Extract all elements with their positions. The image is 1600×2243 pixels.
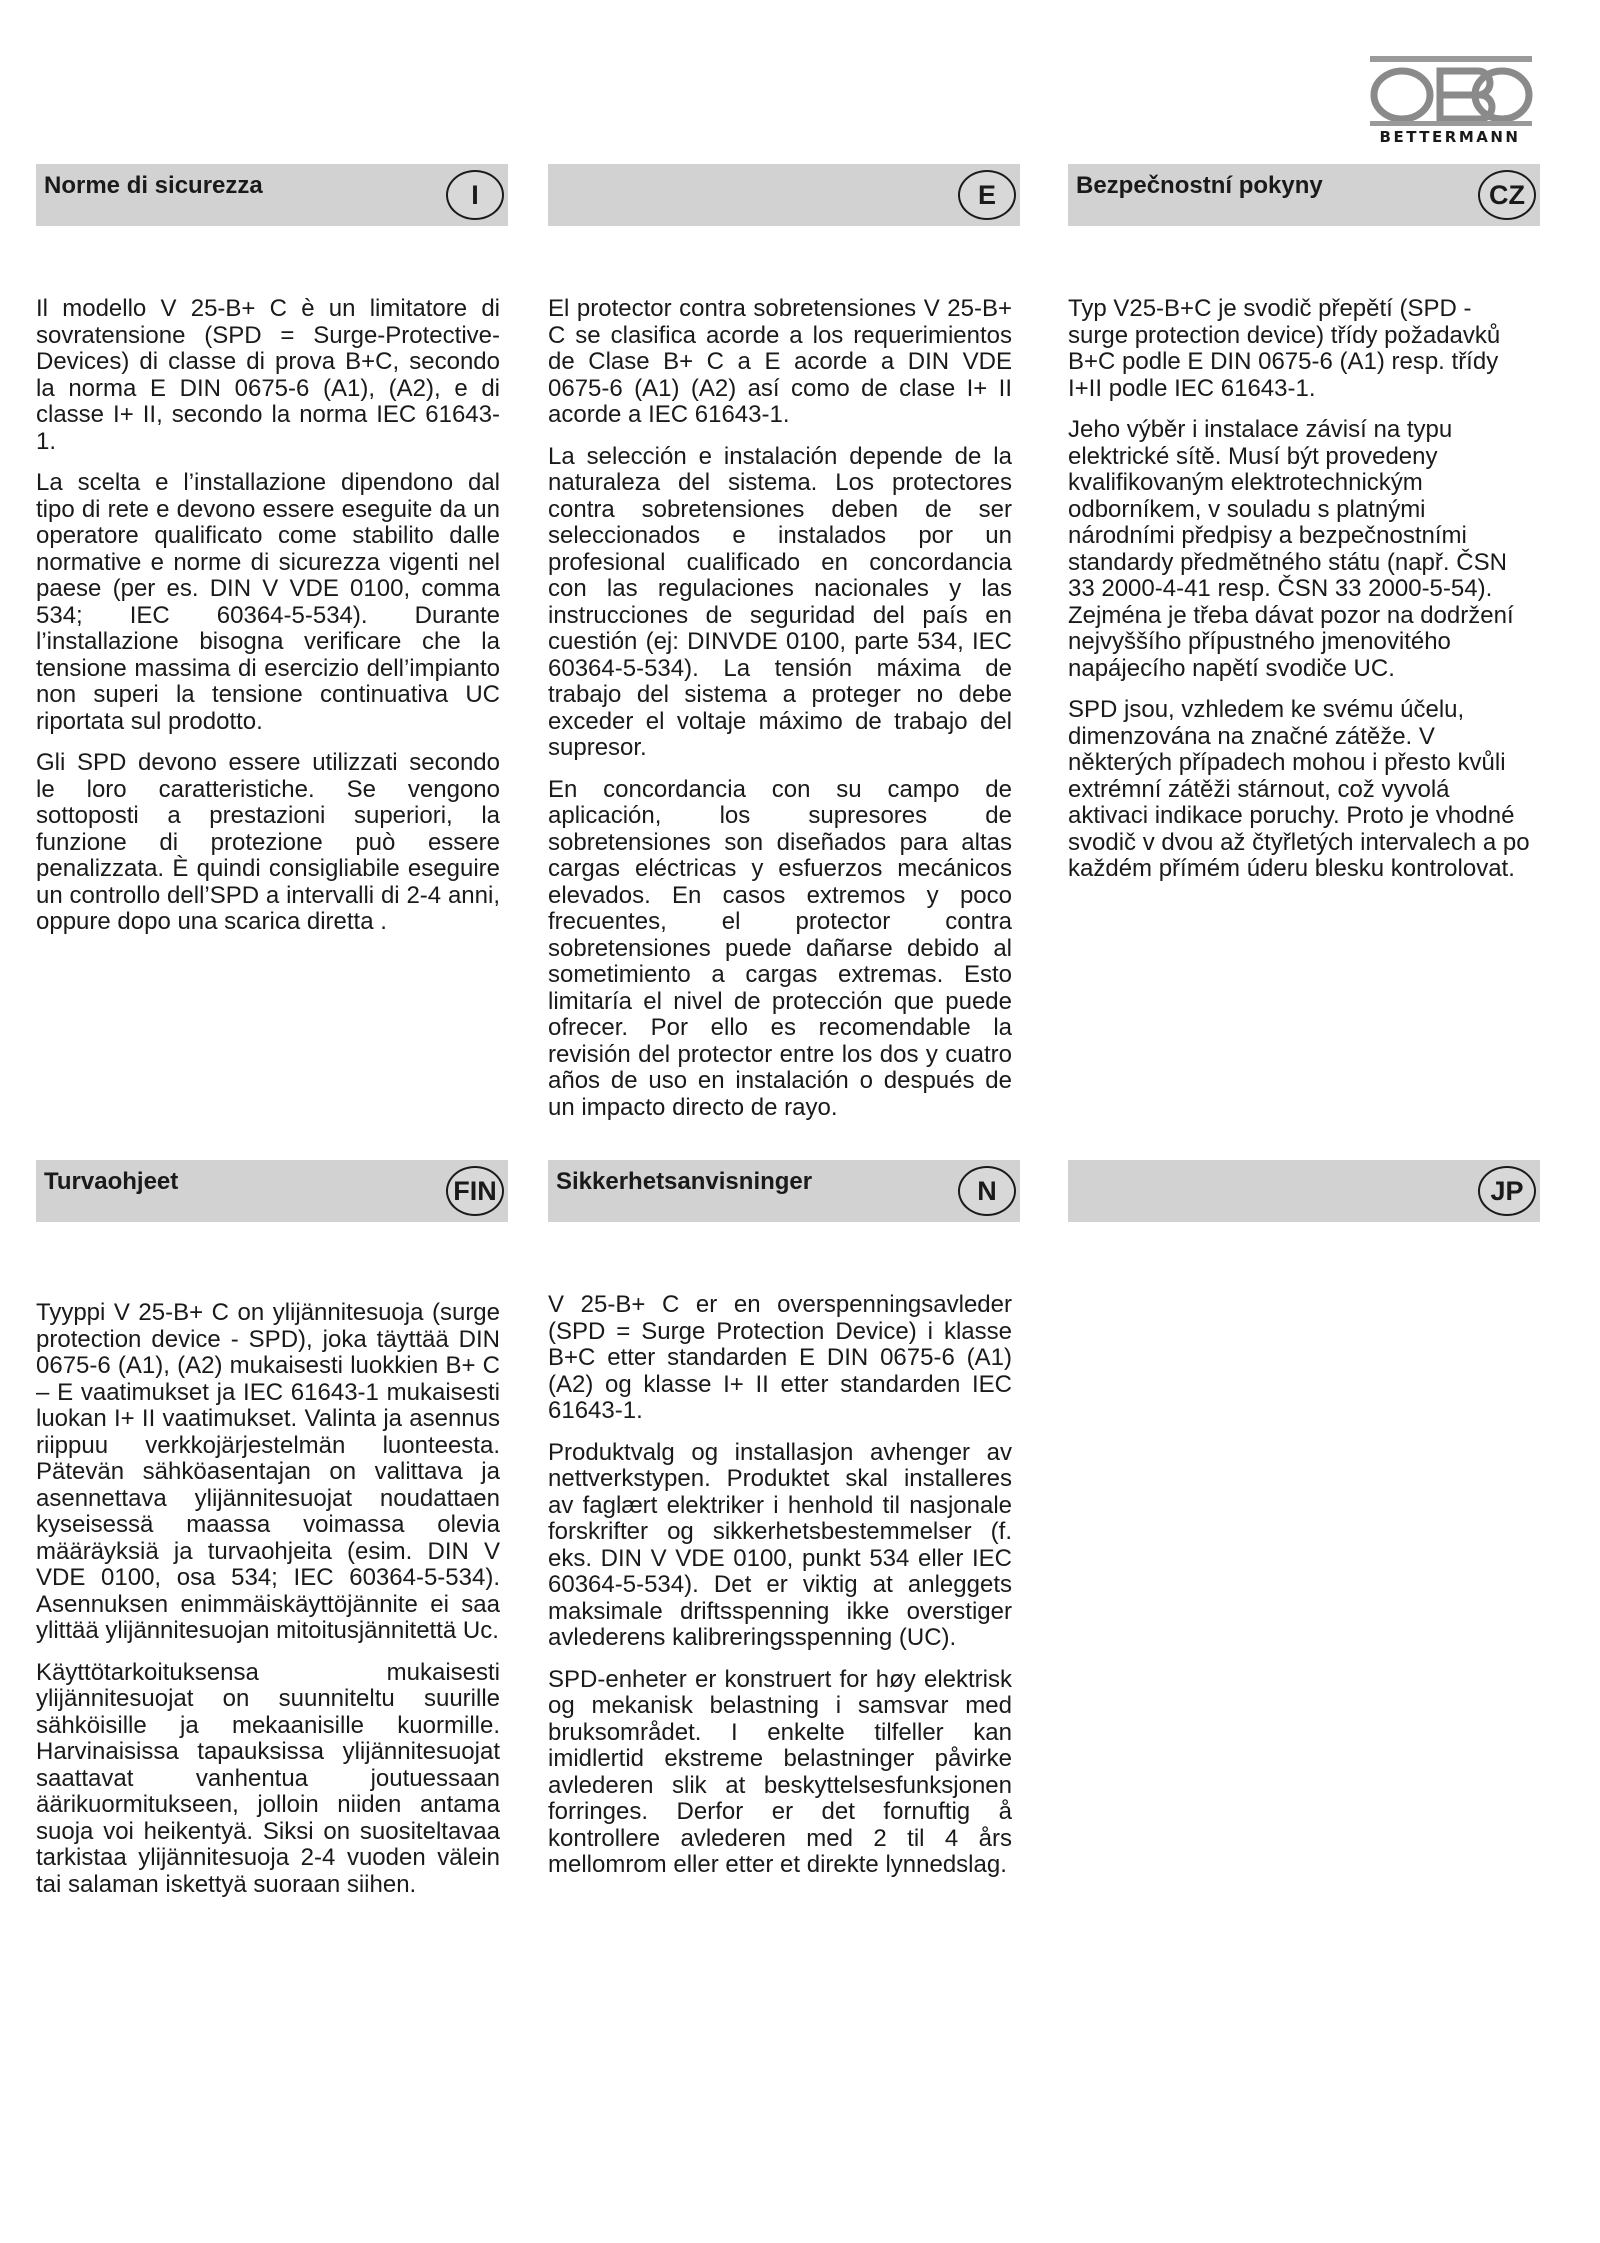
section-header <box>36 1160 508 1222</box>
language-badge: CZ <box>1478 170 1536 220</box>
section-title: Norme di sicurezza <box>44 172 263 199</box>
section-title: Turvaohjeet <box>44 1168 179 1195</box>
paragraph: La scelta e l’installazione dipendono dal tipo di rete e devono essere eseguite da un operatore qualificato come stabilito dalle normative e norme di sicurezza vigenti nel paese (per es. DIN V VDE 0100, comma 534; IEC 60364-5-534). Durante l’installazione bisogna verificare che la tensione massima di esercizio dell’impianto non superi la tensione continuativa UC riportata sul prodotto. <box>36 469 500 735</box>
section-header <box>548 164 1020 226</box>
section-norwegian <box>548 1160 1020 1894</box>
section-italian <box>36 164 508 951</box>
language-badge: FIN <box>446 1166 504 1216</box>
paragraph: SPD-enheter er konstruert for høy elektrisk og mekanisk belastning i samsvar med bruksområdet. I enkelte tilfeller kan imidlertid ekstreme belastninger påvirke avlederen slik at beskyttelsesfunksjonen forringes. Derfor er det fornuftig å kontrollere avlederen med 2 til 4 års mellomrom eller etter et direkte lynnedslag. <box>548 1665 1012 1878</box>
section-body <box>36 296 508 936</box>
paragraph: Produktvalg og installasjon avhenger av nettverkstypen. Produktet skal installeres av faglært elektriker i henhold til nasjonale forskrifter og sikkerhetsbestemmelser (f. eks. DIN V VDE 0100, punkt 534 eller IEC 60364-5-534). Det er viktig at anleggets maksimale driftsspenning ikke overstiger avlederens kalibreringsspenning (UC). <box>548 1438 1012 1651</box>
language-badge: N <box>958 1166 1016 1216</box>
paragraph: V 25-B+ C er en overspenningsavleder (SPD = Surge Protection Device) i klasse B+C etter standarden E DIN 0675-6 (A1) (A2) og klasse I+ II etter standarden IEC 61643-1. <box>548 1291 1012 1424</box>
paragraph: Gli SPD devono essere utilizzati secondo le loro caratteristiche. Se vengono sottoposti a prestazioni superiori, la funzione di protezione può essere penalizzata. È quindi consigliabile eseguire un controllo dell’SPD a intervalli di 2-4 anni, oppure dopo una scarica diretta . <box>36 749 500 935</box>
section-body <box>36 1300 508 1898</box>
paragraph: El protector contra sobretensiones V 25-B+ C se clasifica acorde a los requerimientos de Clase B+ C a E acorde a DIN VDE 0675-6 (A1) (A2) así como de clase I+ II acorde a IEC 61643-1. <box>548 296 1012 428</box>
language-badge: JP <box>1478 1166 1536 1216</box>
logo-subbrand: BETTERMANN <box>1379 128 1521 146</box>
section-body <box>1068 296 1540 883</box>
section-czech <box>1068 164 1540 898</box>
paragraph: SPD jsou, vzhledem ke svému účelu, dimenzována na značné zátěže. V některých případech mohou i přesto kvůli extrémní zátěži stárnout, což vyvolá aktivaci indikace poruchy. Proto je vhodné svodič v dvou až čtyřletých intervalech a po každém přímém úderu blesku kontrolovat. <box>1068 696 1530 882</box>
paragraph: Il modello V 25-B+ C è un limitatore di sovratensione (SPD = Surge-Protective-Devices) di classe di prova B+C, secondo la norma E DIN 0675-6 (A1), (A2), e di classe I+ II, secondo la norma IEC 61643-1. <box>36 295 500 455</box>
section-finnish <box>36 1160 508 1913</box>
section-title: Bezpečnostní pokyny <box>1076 172 1323 199</box>
section-japanese <box>1068 1160 1540 1222</box>
language-badge: I <box>446 170 504 220</box>
section-header <box>36 164 508 226</box>
paragraph: Typ V25-B+C je svodič přepětí (SPD - surge protection device) třídy požadavků B+C podle E DIN 0675-6 (A1) resp. třídy I+II podle IEC 61643-1. <box>1068 295 1501 402</box>
section-title: Sikkerhetsanvisninger <box>556 1168 813 1195</box>
section-body <box>548 1292 1020 1879</box>
language-badge: E <box>958 170 1016 220</box>
paragraph: En concordancia con su campo de aplicación, los supresores de sobretensiones son diseñados para altas cargas eléctricas y esfuerzos mecánicos elevados. En casos extremos y poco frecuentes, el protector contra sobretensiones puede dañarse debido al sometimiento a cargas extremas. Esto limitaría el nivel de protección que puede ofrecer. Por ello es recomendable la revisión del protector entre los dos y cuatro años de uso en instalación o después de un impacto directo de rayo. <box>548 775 1012 1121</box>
section-header <box>548 1160 1020 1222</box>
paragraph: La selección e instalación depende de la naturaleza del sistema. Los protectores contra sobretensiones deben de ser seleccionados e instalados por un profesional cualificado en concordancia con las regulaciones nacionales y las instrucciones de seguridad del país en cuestión (ej: DINVDE 0100, parte 534, IEC 60364-5-534). La tensión máxima de trabajo del sistema a proteger no debe exceder el voltaje máximo de trabajo del supresor. <box>548 442 1012 761</box>
section-spanish <box>548 164 1020 1220</box>
paragraph: Tyyppi V 25-B+ C on ylijännitesuoja (surge protection device - SPD), joka täyttää DIN 0675-6 (A1), (A2) mukaisesti luokkien B+ C – E vaatimukset ja IEC 61643-1 mukaisesti luokan I+ II vaatimukset. Valinta ja asennus riippuu verkkojärjestelmän luonteesta. Pätevän sähköasentajan on valittava ja asennettava ylijännitesuojat noudattaen kyseisessä maassa voimassa olevia määräyksiä ja turvaohjeita (esim. DIN V VDE 0100, osa 534; IEC 60364-5-534). Asennuksen enimmäiskäyttöjännite ei saa ylittää ylijännitesuojan mitoitusjännitettä Uc. <box>36 1299 500 1644</box>
paragraph: Jeho výběr i instalace závisí na typu elektrické sítě. Musí být provedeny kvalifikovaným elektrotechnickým odborníkem, v souladu s platnými národními předpisy a bezpečnostními standardy předmětného státu (např. ČSN 33 2000-4-41 resp. ČSN 33 2000-5-54). Zejména je třeba dávat pozor na dodržení nejvyššího přípustného jmenovitého napájecího napětí svodiče UC. <box>1068 416 1514 682</box>
paragraph: Käyttötarkoituksensa mukaisesti ylijännitesuojat on suunniteltu suurille sähköisille ja mekaanisille kuormille. Harvinaisissa tapauksissa ylijännitesuojat saattavat vanhentua joutuessaan äärikuormitukseen, jolloin niiden antama suoja voi heikentyä. Siksi on suositeltavaa tarkistaa ylijännitesuoja 2-4 vuoden välein tai salaman iskettyä suoraan siihen. <box>36 1658 500 1898</box>
section-header <box>1068 1160 1540 1222</box>
section-header <box>1068 164 1540 226</box>
section-body <box>548 296 1020 1220</box>
